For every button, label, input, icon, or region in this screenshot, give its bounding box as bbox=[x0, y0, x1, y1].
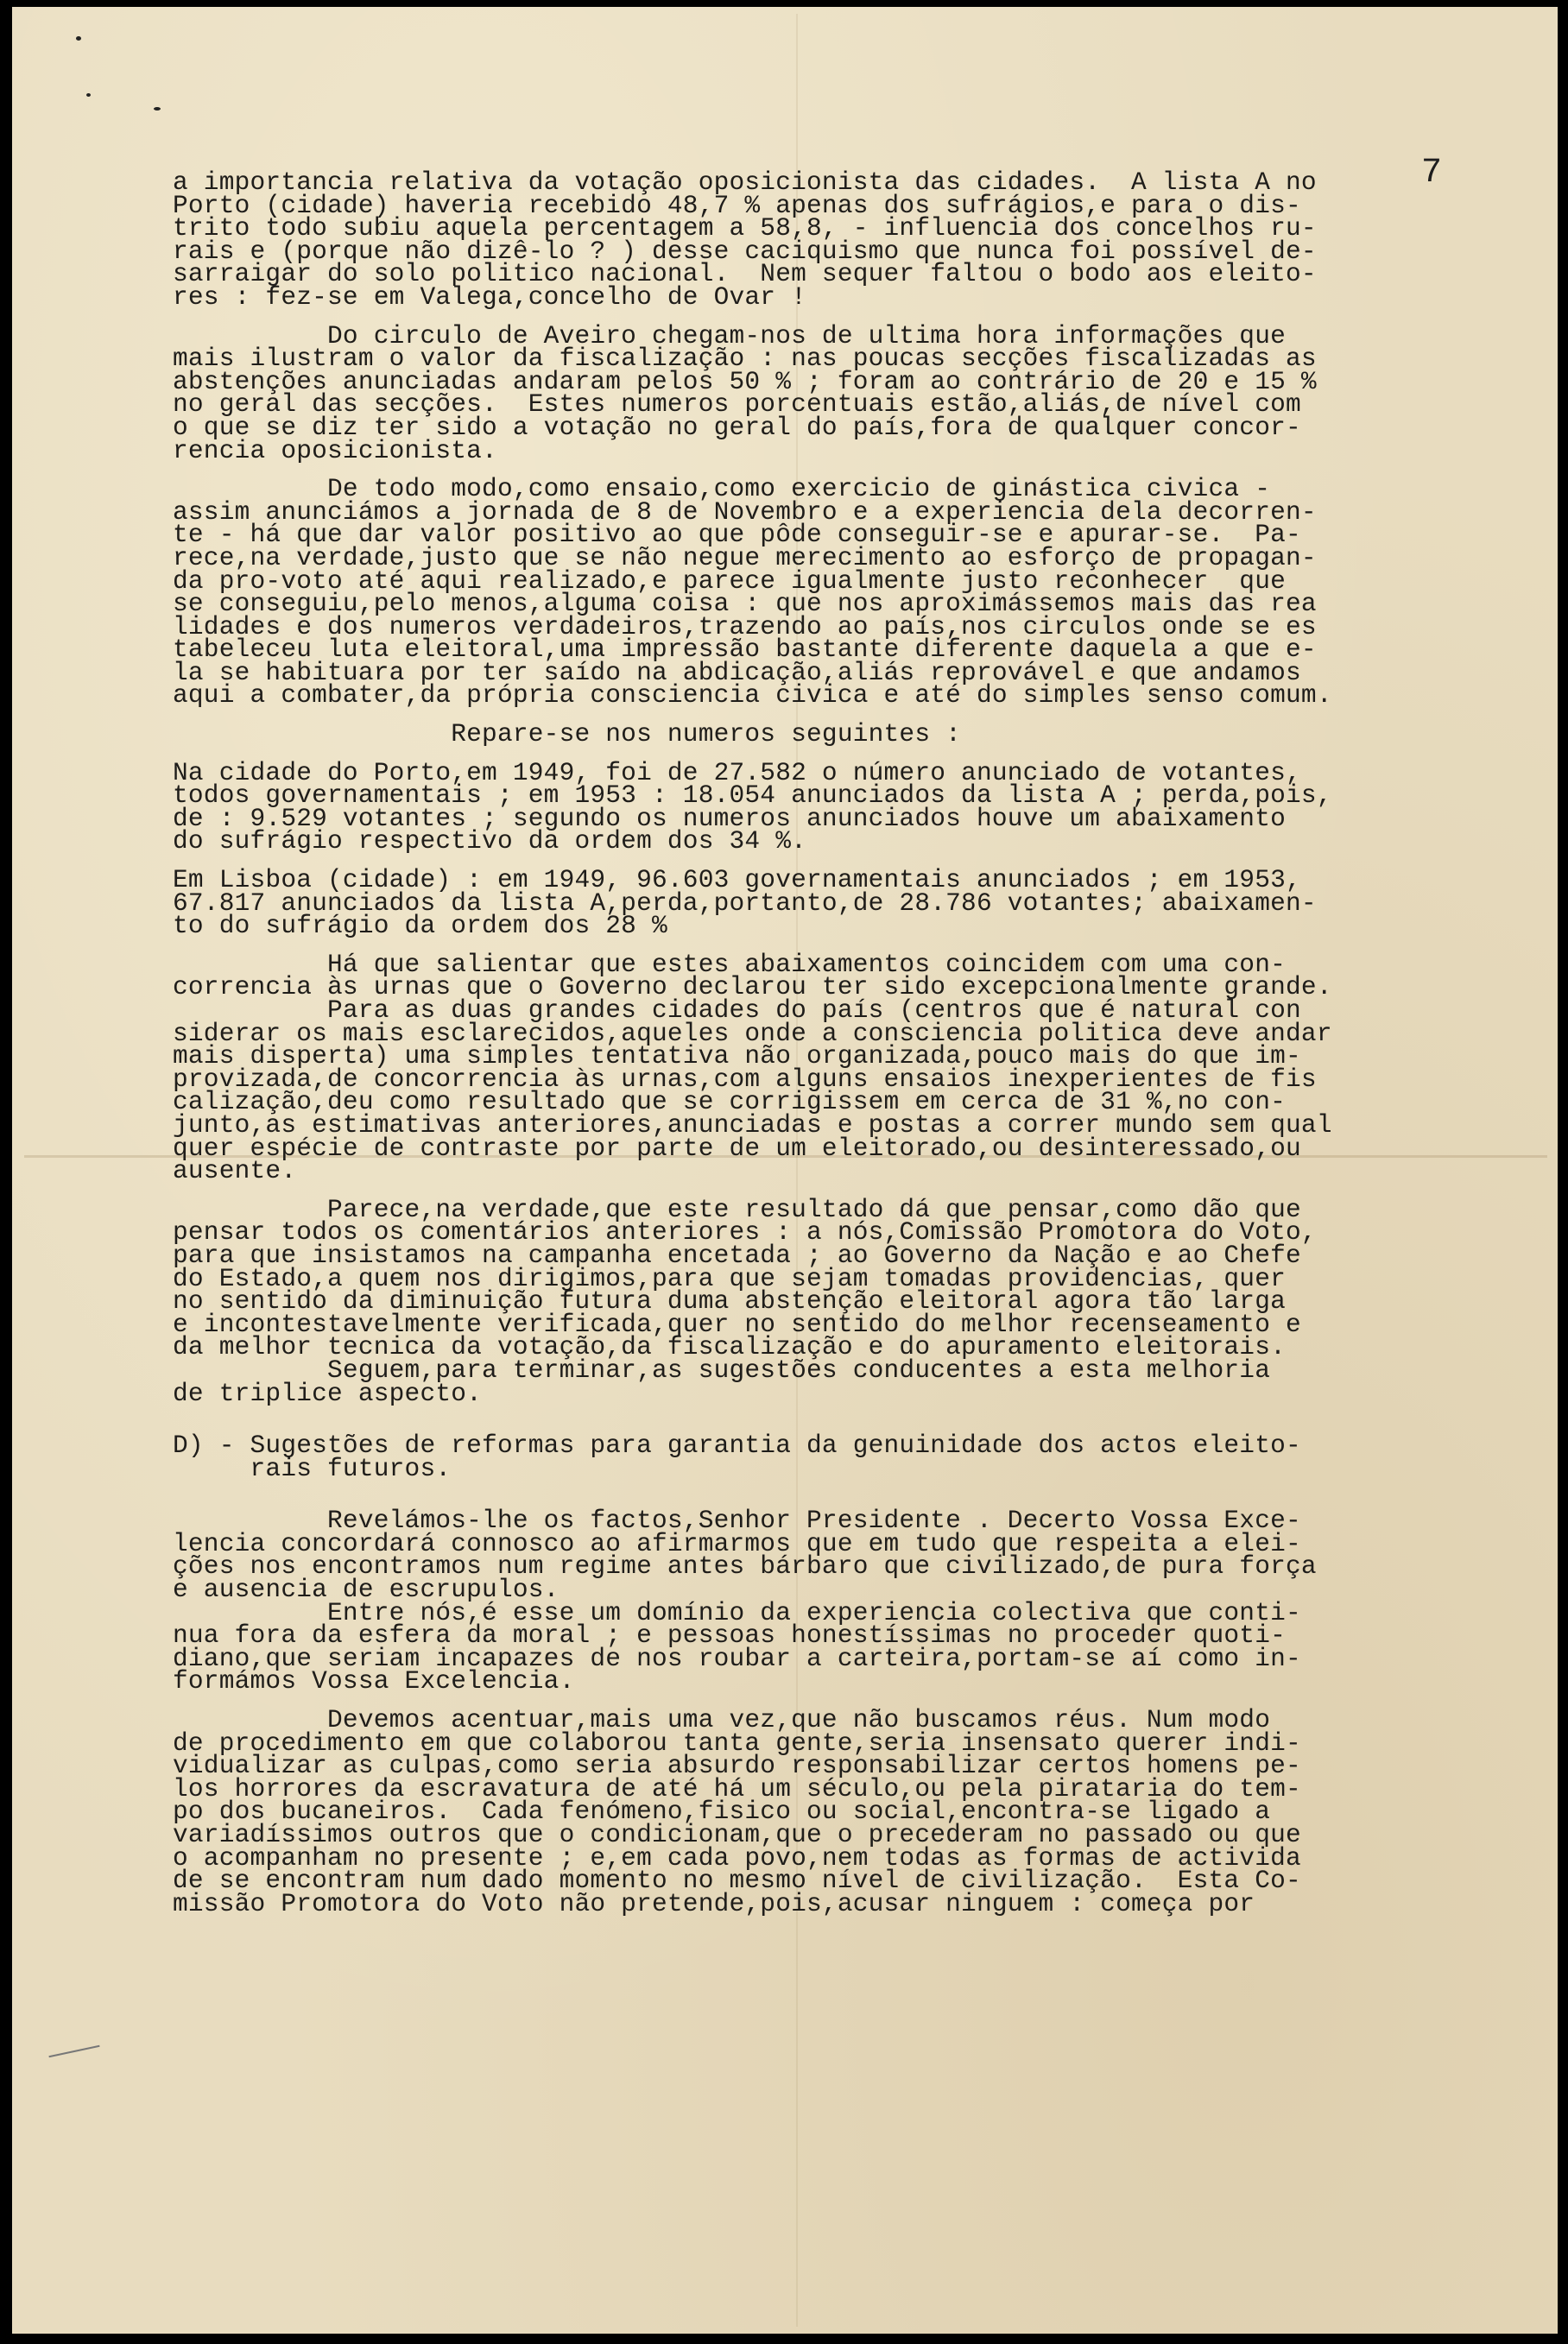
text-line: formámos Vossa Excelencia. bbox=[173, 1666, 575, 1696]
paragraph bbox=[173, 1705, 1468, 1918]
text-line: aqui a combater,da própria consciencia civica e até do simples senso comum. bbox=[173, 680, 1332, 711]
text-line: trito todo subiu aquela percentagem a 58,8, - influencia dos concelhos ru- bbox=[173, 213, 1317, 243]
text-line: Seguem,para terminar,as sugestões conducentes a esta melhoria bbox=[173, 1355, 1271, 1385]
paragraph bbox=[173, 949, 1468, 1186]
text-line: junto,as estimativas anteriores,anunciadas e postas a correr mundo sem qual bbox=[173, 1109, 1332, 1140]
text-line: rencia oposicionista. bbox=[173, 435, 497, 465]
text-line: mais disperta) uma simples tentativa não organizada,pouco mais do que im- bbox=[173, 1041, 1301, 1071]
ink-speck bbox=[154, 107, 161, 111]
text-line: nua fora da esfera da moral ; e pessoas honestíssimas no proceder quoti- bbox=[173, 1621, 1287, 1651]
text-line: Devemos acentuar,mais uma vez,que não buscamos réus. Num modo bbox=[173, 1705, 1271, 1735]
paragraph bbox=[173, 474, 1468, 711]
text-line: ausente. bbox=[173, 1156, 297, 1186]
text-line: los horrores da escravatura de até há um século,ou pela pirataria do tem- bbox=[173, 1773, 1301, 1804]
text-line: correncia às urnas que o Governo declarou ter sido excepcionalmente grande. bbox=[173, 972, 1332, 1002]
text-line: Revelámos-lhe os factos,Senhor Presidente . Decerto Vossa Exce- bbox=[173, 1506, 1301, 1536]
text-line: missão Promotora do Voto não pretende,pois,acusar ninguem : começa por bbox=[173, 1888, 1255, 1918]
paragraph bbox=[173, 320, 1468, 465]
text-line: Entre nós,é esse um domínio da experiencia colectiva que conti- bbox=[173, 1597, 1301, 1627]
text-line: D) - Sugestões de reformas para garantia da genuinidade dos actos eleito- bbox=[173, 1431, 1301, 1461]
text-line: Parece,na verdade,que este resultado dá que pensar,como dão que bbox=[173, 1194, 1301, 1224]
text-line: Em Lisboa (cidade) : em 1949, 96.603 governamentais anunciados ; em 1953, bbox=[173, 865, 1301, 895]
text-line: De todo modo,como ensaio,como exercicio de ginástica civica - bbox=[173, 474, 1271, 504]
ink-speck bbox=[76, 36, 81, 41]
text-line: de se encontram num dado momento no mesmo nível de civilização. Esta Co- bbox=[173, 1866, 1301, 1896]
paragraph bbox=[173, 1194, 1468, 1408]
text-line: diano,que seriam incapazes de nos roubar a carteira,portam-se aí como in- bbox=[173, 1643, 1301, 1673]
text-line: e incontestavelmente verificada,quer no sentido do melhor recenseamento e bbox=[173, 1309, 1301, 1339]
text-line: no sentido da diminuição futura duma abstenção eleitoral agora tão larga bbox=[173, 1286, 1287, 1317]
text-line: quer espécie de contraste por parte de um eleitorado,ou desinteressado,ou bbox=[173, 1133, 1301, 1163]
text-line: lencia concordará connosco ao afirmarmos que em tudo que respeita a elei- bbox=[173, 1528, 1301, 1558]
text-line: 67.817 anunciados da lista A,perda,portanto,de 28.786 votantes; abaixamen- bbox=[173, 888, 1317, 918]
paragraph-spacer bbox=[173, 1480, 1468, 1509]
typewritten-text bbox=[173, 167, 1468, 1918]
text-line: ções nos encontramos num regime antes bárbaro que civilizado,de pura força bbox=[173, 1551, 1317, 1582]
text-line: to do sufrágio da ordem dos 28 % bbox=[173, 911, 667, 941]
text-line: la se habituara por ter saído na abdicação,aliás reprovável e que andamos bbox=[173, 657, 1301, 687]
text-line: provizada,de concorrencia às urnas,com alguns ensaios inexperientes de fis bbox=[173, 1064, 1317, 1094]
text-line: de : 9.529 votantes ; segundo os numeros anunciados houve um abaixamento bbox=[173, 803, 1287, 833]
text-line: do Estado,a quem nos dirigimos,para que sejam tomadas providencias, quer bbox=[173, 1263, 1287, 1293]
text-line: po dos bucaneiros. Cada fenómeno,fisico ou social,encontra-se ligado a bbox=[173, 1797, 1271, 1827]
text-line: lidades e dos numeros verdadeiros,trazendo ao país,nos circulos onde se es bbox=[173, 611, 1317, 641]
text-line: te - há que dar valor positivo ao que pôde conseguir-se e apurar-se. Pa- bbox=[173, 520, 1301, 550]
text-line: Do circulo de Aveiro chegam-nos de ultima hora informações que bbox=[173, 320, 1287, 351]
text-line: rais futuros. bbox=[173, 1453, 452, 1483]
text-line: variadíssimos outros que o condicionam,que o precederam no passado ou que bbox=[173, 1820, 1301, 1849]
text-line: da pro-voto até aqui realizado,e parece igualmente justo reconhecer que bbox=[173, 565, 1287, 596]
text-line: Há que salientar que estes abaixamentos coincidem com uma con- bbox=[173, 949, 1287, 979]
text-line: Para as duas grandes cidades do país (centros que é natural con bbox=[173, 995, 1301, 1025]
paragraph bbox=[173, 865, 1468, 941]
ink-speck bbox=[86, 93, 91, 97]
text-line: rece,na verdade,justo que se não negue merecimento ao esforço de propagan- bbox=[173, 542, 1317, 572]
text-line: Porto (cidade) haveria recebido 48,7 % apenas dos sufrágios,e para o dis- bbox=[173, 190, 1301, 220]
paragraph bbox=[173, 167, 1468, 312]
text-line: se conseguiu,pelo menos,alguma coisa : que nos aproximássemos mais das rea bbox=[173, 589, 1317, 619]
text-line: calização,deu como resultado que se corrigissem em cerca de 31 %,no con- bbox=[173, 1087, 1287, 1117]
text-line: abstenções anunciadas andaram pelos 50 % ; foram ao contrário de 20 e 15 % bbox=[173, 366, 1317, 396]
text-line: no geral das secções. Estes numeros porcentuais estão,aliás,de nível com bbox=[173, 389, 1301, 420]
text-line: mais ilustram o valor da fiscalização : nas poucas secções fiscalizadas as bbox=[173, 344, 1317, 374]
text-line: tabeleceu luta eleitoral,uma impressão bastante diferente daquela a que e- bbox=[173, 635, 1317, 665]
text-line: vidualizar as culpas,como seria absurdo responsabilizar certos homens pe- bbox=[173, 1751, 1301, 1781]
paragraph bbox=[173, 1506, 1468, 1696]
text-line: a importancia relativa da votação oposicionista das cidades. A lista A no bbox=[173, 167, 1317, 197]
paragraph bbox=[173, 719, 1468, 749]
text-line: e ausencia de escrupulos. bbox=[173, 1575, 560, 1605]
text-line: de procedimento em que colaborou tanta gente,seria insensato querer indi- bbox=[173, 1728, 1301, 1758]
text-line: da melhor tecnica da votação,da fiscalização e do apuramento eleitorais. bbox=[173, 1332, 1287, 1362]
text-line: res : fez-se em Valega,concelho de Ovar ! bbox=[173, 281, 807, 312]
text-line: o que se diz ter sido a votação no geral do país,fora de qualquer concor- bbox=[173, 412, 1301, 442]
paragraph-spacer bbox=[173, 1405, 1468, 1434]
text-line: todos governamentais ; em 1953 : 18.054 anunciados da lista A ; perda,pois, bbox=[173, 780, 1332, 811]
text-line: o acompanham no presente ; e,em cada povo,nem todas as formas de activida bbox=[173, 1842, 1301, 1873]
text-line: sarraigar do solo politico nacional. Nem sequer faltou o bodo aos eleito- bbox=[173, 259, 1317, 289]
paragraph bbox=[173, 1431, 1468, 1483]
text-line: rais e (porque não dizê-lo ? ) desse caciquismo que nunca foi possível de- bbox=[173, 236, 1317, 266]
text-line: de triplice aspecto. bbox=[173, 1378, 483, 1408]
text-line: Repare-se nos numeros seguintes : bbox=[173, 719, 962, 749]
text-line: Na cidade do Porto,em 1949, foi de 27.582 o número anunciado de votantes, bbox=[173, 757, 1301, 787]
text-line: para que insistamos na campanha encetada ; ao Governo da Nação e ao Chefe bbox=[173, 1240, 1301, 1270]
text-line: assim anunciámos a jornada de 8 de Novembro e a experiencia dela decorren- bbox=[173, 496, 1317, 527]
paragraph bbox=[173, 757, 1468, 856]
text-line: siderar os mais esclarecidos,aqueles onde a consciencia politica deve andar bbox=[173, 1018, 1332, 1048]
page-number: 7 bbox=[1421, 154, 1443, 193]
text-line: do sufrágio respectivo da ordem dos 34 %. bbox=[173, 826, 807, 856]
text-line: pensar todos os comentários anteriores : a nós,Comissão Promotora do Voto, bbox=[173, 1217, 1317, 1248]
